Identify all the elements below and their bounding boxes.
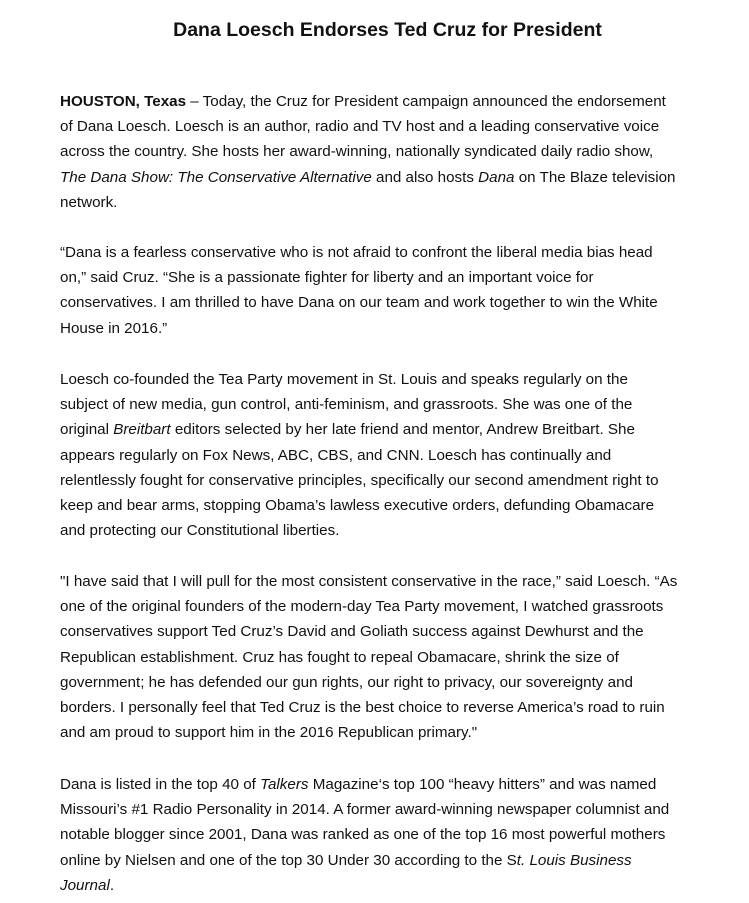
paragraph-loesch-quote [60,569,730,745]
text-line [60,89,730,114]
show-title-dana: Dana [478,168,515,186]
text-line [60,772,730,797]
paragraph-biography [60,367,730,543]
text-run: original [60,421,114,439]
paragraph-accolades [60,772,730,898]
text-line: network. [60,193,118,211]
text-line: of Dana Loesch. Loesch is an author, radio and TV host and a leading conservative voice [60,118,660,136]
text-line: one of the original founders of the modern-day Tea Party movement, I watched grassroots [60,598,664,616]
text-line [60,165,730,190]
text-line: conservatives. I am thrilled to have Dana on our team and work together to win the White [60,294,658,312]
text-run: online by Nielsen and one of the top 30 Under 30 according to the S [60,851,517,869]
page-title: Dana Loesch Endorses Ted Cruz for President [173,19,602,41]
text-line: House in 2016.” [60,319,168,337]
text-line: appears regularly on Fox News, ABC, CBS, and CNN. Loesch has continually and [60,446,612,464]
text-line [60,873,730,898]
text-line: notable blogger since 2001, Dana was ranked as one of the top 16 most powerful mothers [60,826,666,844]
text-line [60,417,730,442]
text-run: . [109,876,115,894]
text-line: borders. I personally feel that Ted Cruz is the best choice to reverse America’s road to ruin [60,699,665,717]
text-line: government; he has defended our gun rights, our right to privacy, our sovereignty and [60,673,633,691]
text-run: Magazine‘s top 100 “heavy hitters” and was named [308,776,657,793]
text-line: on,” said Cruz. “She is a passionate fighter for liberty and an important voice for [60,269,594,287]
text-run: Dana is listed in the top 40 of [60,776,261,793]
text-line [60,848,730,873]
publication-journal-end: Journal [60,876,110,894]
text-run: – Today, the Cruz for President campaign announced the endorsement [186,93,666,110]
text-line: keep and bear arms, stopping Obama’s lawless executive orders, defunding Obamacare [60,497,655,515]
text-run: editors selected by her late friend and mentor, Andrew Breitbart. She [170,421,635,439]
text-run: on The Blaze television [514,168,676,186]
publication-talkers: Talkers [260,776,309,793]
text-line: across the country. She hosts her award-winning, nationally syndicated daily radio show, [60,143,654,161]
text-line: Missouri’s #1 Radio Personality in 2014. A former award-winning newspaper columnist and [60,801,670,819]
dateline: HOUSTON, Texas [60,93,187,110]
show-title: The Dana Show: The Conservative Alternative [60,168,372,186]
paragraph-announcement [60,89,730,215]
text-line: and protecting our Constitutional liberties. [60,522,340,540]
text-run: and also hosts [371,168,479,186]
text-line: conservatives support Ted Cruz’s David and Goliath success against Dewhurst and the [60,623,644,641]
text-line: "I have said that I will pull for the most consistent conservative in the race,” said Loesch. “As [60,573,678,590]
paragraph-cruz-quote [60,240,730,341]
text-line: subject of new media, gun control, anti-feminism, and grassroots. She was one of the [60,396,633,414]
text-line: “Dana is a fearless conservative who is not afraid to confront the liberal media bias head [60,244,653,261]
publication-breitbart: Breitbart [113,421,171,439]
text-line: relentlessly fought for conservative principles, specifically our second amendment right to [60,471,659,489]
text-line: Republican establishment. Cruz has fought to repeal Obamacare, shrink the size of [60,648,619,666]
text-line: Loesch co-founded the Tea Party movement in St. Louis and speaks regularly on the [60,371,628,388]
text-line: and am proud to support him in the 2016 Republican primary." [60,724,478,742]
publication-journal: t. Louis Business [516,851,632,869]
